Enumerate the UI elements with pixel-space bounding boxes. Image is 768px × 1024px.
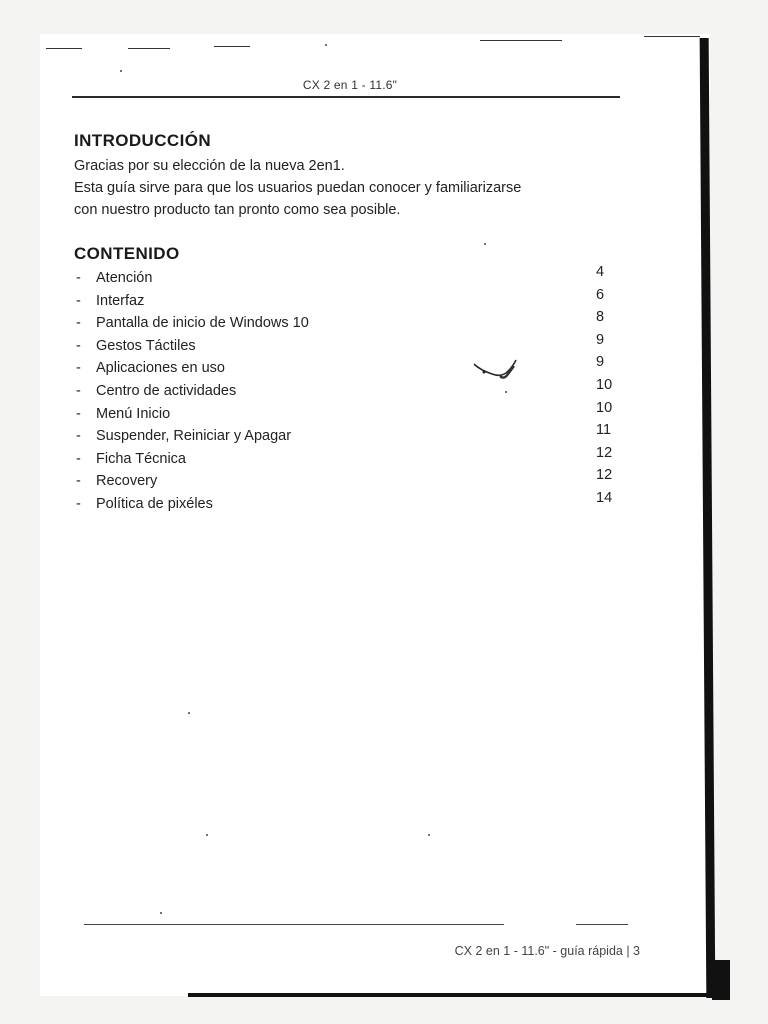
toc-item-label: Gestos Táctiles bbox=[96, 337, 196, 354]
scan-artifact bbox=[214, 46, 250, 47]
scan-bottom-edge bbox=[188, 993, 728, 997]
toc-page-number: 9 bbox=[596, 354, 605, 371]
scan-artifact bbox=[480, 40, 562, 41]
footer-divider bbox=[576, 924, 628, 925]
scan-speck bbox=[120, 70, 122, 72]
toc-item: - Gestos Táctiles 9 bbox=[76, 335, 626, 358]
scan-speck bbox=[325, 44, 327, 46]
introduction-line: con nuestro producto tan pronto como sea posible. bbox=[74, 202, 401, 218]
toc-page-number: 12 bbox=[596, 444, 613, 461]
toc-item: - Política de pixéles 14 bbox=[76, 493, 626, 516]
toc-item-label: Centro de actividades bbox=[96, 382, 237, 399]
toc-page-number: 4 bbox=[596, 264, 605, 280]
table-of-contents bbox=[76, 264, 626, 516]
toc-item-label: Pantalla de inicio de Windows 10 bbox=[96, 315, 309, 332]
scan-speck bbox=[206, 834, 208, 836]
scan-artifact bbox=[128, 48, 170, 49]
toc-item: - Centro de actividades 10 bbox=[76, 380, 626, 403]
contents-heading: CONTENIDO bbox=[74, 244, 180, 263]
toc-item-label: Recovery bbox=[96, 473, 158, 490]
scan-artifact bbox=[644, 36, 700, 37]
toc-item-label: Menú Inicio bbox=[96, 405, 171, 422]
toc-page-number: 6 bbox=[596, 286, 605, 303]
toc-page-number: 10 bbox=[596, 376, 613, 393]
toc-item-label: Interfaz bbox=[96, 292, 145, 309]
toc-item: - Pantalla de inicio de Windows 10 8 bbox=[76, 312, 626, 335]
toc-page-number: 10 bbox=[596, 399, 613, 416]
toc-item-label: Atención bbox=[96, 270, 153, 286]
toc-item-label: Política de pixéles bbox=[96, 495, 213, 512]
page-header-title: CX 2 en 1 - 11.6" bbox=[302, 78, 398, 92]
introduction-line: Esta guía sirve para que los usuarios puedan conocer y familiarizarse bbox=[74, 180, 522, 196]
toc-page-number: 11 bbox=[596, 422, 612, 439]
scan-speck bbox=[160, 912, 162, 914]
toc-page-number: 12 bbox=[596, 467, 613, 484]
toc-item: - Suspender, Reiniciar y Apagar 11 bbox=[76, 425, 626, 448]
toc-page-number: 9 bbox=[596, 331, 605, 348]
introduction-heading: INTRODUCCIÓN bbox=[74, 131, 212, 150]
scan-speck bbox=[188, 712, 190, 714]
header-divider bbox=[72, 96, 620, 98]
scan-speck bbox=[428, 834, 430, 836]
toc-page-number: 8 bbox=[596, 309, 605, 326]
introduction-line: Gracias por su elección de la nueva 2en1. bbox=[74, 158, 345, 174]
toc-item-label: Aplicaciones en uso bbox=[96, 360, 225, 377]
toc-item-label: Suspender, Reiniciar y Apagar bbox=[96, 428, 292, 445]
scan-artifact bbox=[46, 48, 82, 49]
toc-item: - Aplicaciones en uso 9 bbox=[76, 357, 626, 380]
toc-page-number: 14 bbox=[596, 489, 613, 506]
toc-item: - Menú Inicio 10 bbox=[76, 403, 626, 426]
scan-speck bbox=[484, 243, 486, 245]
footer-divider bbox=[84, 924, 504, 925]
toc-item: - Atención 4 bbox=[76, 267, 626, 290]
introduction-text bbox=[74, 155, 634, 221]
toc-item: - Interfaz 6 bbox=[76, 290, 626, 313]
toc-item: - Ficha Técnica 12 bbox=[76, 448, 626, 471]
page-footer: CX 2 en 1 - 11.6" - guía rápida | 3 bbox=[454, 944, 640, 958]
toc-item: - Recovery 12 bbox=[76, 470, 626, 493]
ink-smudge bbox=[470, 356, 530, 396]
toc-item-label: Ficha Técnica bbox=[96, 450, 186, 467]
